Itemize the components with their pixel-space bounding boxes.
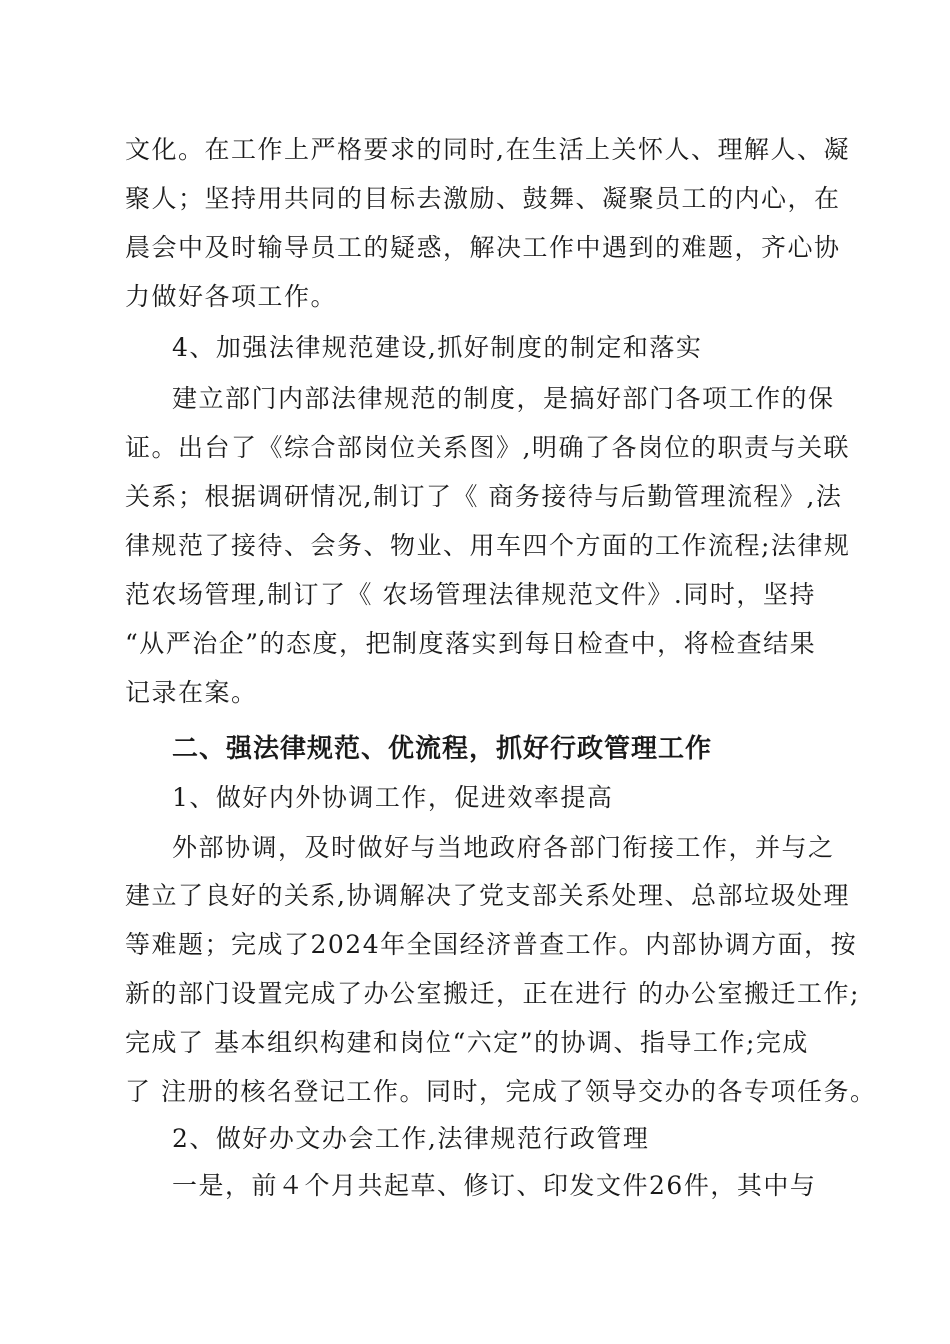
paragraph-3-line-1: 外部协调，及时做好与当地政府各部门衔接工作，并与之 [172,833,835,862]
paragraph-2-line-3: 关系；根据调研情况,制订了《 商务接待与后勤管理流程》,法 [125,482,843,511]
paragraph-3-line-6: 了 注册的核名登记工作。同时，完成了领导交办的各专项任务。 [125,1077,877,1106]
subheading-4: 4、加强法律规范建设,抓好制度的制定和落实 [172,333,703,362]
paragraph-1-line-1: 文化。在工作上严格要求的同时,在生活上关怀人、理解人、凝 [125,135,850,164]
paragraph-2-line-2: 证。出台了《综合部岗位关系图》,明确了各岗位的职责与关联 [125,433,850,462]
paragraph-3-line-5: 完成了 基本组织构建和岗位“六定”的协调、指导工作;完成 [125,1028,809,1057]
paragraph-2-line-5: 范农场管理,制订了《 农场管理法律规范文件》.同时，坚持 [125,580,816,609]
paragraph-3-line-2: 建立了良好的关系,协调解决了党支部关系处理、总部垃圾处理 [125,881,850,910]
paragraph-3-line-3: 等难题；完成了2024年全国经济普查工作。内部协调方面，按 [125,930,858,959]
paragraph-1-line-4: 力做好各项工作。 [125,282,338,311]
paragraph-4-line-1: 一是，前４个月共起草、修订、印发文件26件，其中与 [172,1171,817,1200]
subheading-2-1: 1、做好内外协调工作，促进效率提高 [172,783,614,812]
paragraph-2-line-1: 建立部门内部法律规范的制度，是搞好部门各项工作的保 [172,384,835,413]
paragraph-2-line-4: 律规范了接待、会务、物业、用车四个方面的工作流程;法律规 [125,531,851,560]
paragraph-1-line-2: 聚人；坚持用共同的目标去激励、鼓舞、凝聚员工的内心，在 [125,184,841,213]
section-2-heading: 二、强法律规范、优流程，抓好行政管理工作 [172,734,713,764]
paragraph-1-line-3: 晨会中及时输导员工的疑惑，解决工作中遇到的难题，齐心协 [125,233,841,262]
paragraph-2-line-6: “从严治企”的态度，把制度落实到每日检查中，将检查结果 [125,629,817,658]
paragraph-2-line-7: 记录在案。 [125,678,258,707]
subheading-2-2: 2、做好办文办会工作,法律规范行政管理 [172,1124,650,1153]
paragraph-3-line-4: 新的部门设置完成了办公室搬迁，正在进行 的办公室搬迁工作; [125,979,860,1008]
